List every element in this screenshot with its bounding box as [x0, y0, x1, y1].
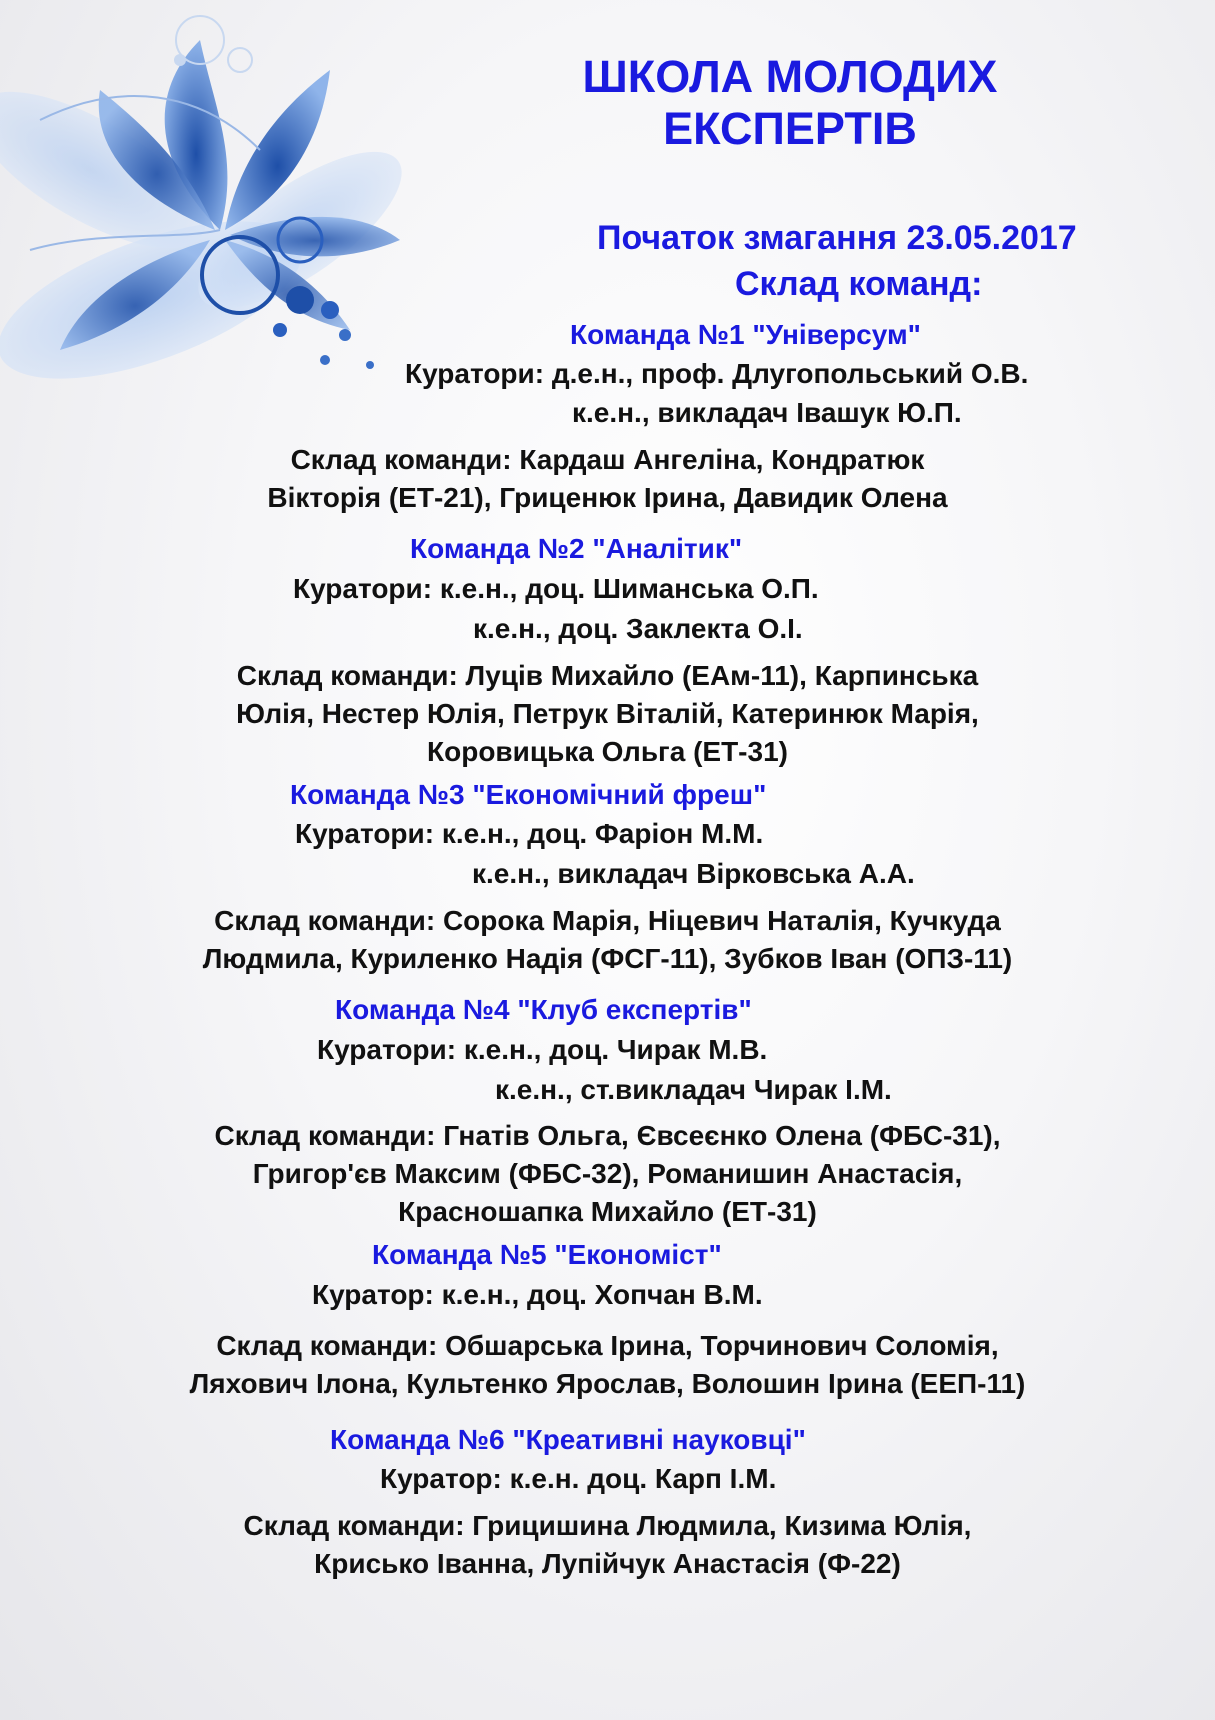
- team-3-members-2: Людмила, Куриленко Надія (ФСГ-11), Зубков Іван (ОПЗ-11): [202, 943, 1013, 974]
- team-3-curator-2: к.е.н., викладач Вірковська А.А.: [472, 858, 915, 889]
- team-4-curator-1: Куратори: к.е.н., доц. Чирак М.В.: [317, 1034, 768, 1065]
- team-2-name: Команда №2 "Аналітик": [410, 533, 743, 564]
- team-2-members-3: Коровицька Ольга (ЕТ-31): [427, 736, 788, 767]
- poster-title-line2: ЕКСПЕРТІВ: [663, 103, 917, 154]
- team-3-members-1: Склад команди: Сорока Марія, Ніцевич Наталія, Кучкуда: [214, 905, 1001, 936]
- team-4-curator-2: к.е.н., ст.викладач Чирак І.М.: [495, 1074, 892, 1105]
- team-6-members-2: Крисько Іванна, Лупійчук Анастасія (Ф-22): [314, 1548, 901, 1579]
- team-5-members-2: Ляхович Ілона, Культенко Ярослав, Волошин Ірина (ЕЕП-11): [189, 1368, 1026, 1399]
- team-5-name: Команда №5 "Економіст": [372, 1239, 722, 1270]
- team-4-name: Команда №4 "Клуб експертів": [335, 994, 752, 1025]
- poster-title-line1: ШКОЛА МОЛОДИХ: [582, 51, 998, 102]
- team-2-curator-1: Куратори: к.е.н., доц. Шиманська О.П.: [293, 573, 819, 604]
- team-3-curator-1: Куратори: к.е.н., доц. Фаріон М.М.: [295, 818, 764, 849]
- start-date: Початок змагання 23.05.2017: [597, 219, 1077, 257]
- composition-heading: Склад команд:: [735, 265, 983, 303]
- team-3-name: Команда №3 "Економічний фреш": [290, 779, 767, 810]
- team-1-members-1: Склад команди: Кардаш Ангеліна, Кондратюк: [290, 444, 925, 475]
- team-2-members-2: Юлія, Нестер Юлія, Петрук Віталій, Катеринюк Марія,: [236, 698, 979, 729]
- team-5-members-1: Склад команди: Обшарська Ірина, Торчинович Соломія,: [216, 1330, 999, 1361]
- team-5-curator-1: Куратор: к.е.н., доц. Хопчан В.М.: [312, 1279, 763, 1310]
- team-1-curator-2: к.е.н., викладач Івашук Ю.П.: [572, 397, 962, 428]
- team-1-name: Команда №1 "Універсум": [570, 319, 921, 350]
- team-4-members-3: Красношапка Михайло (ЕТ-31): [398, 1196, 817, 1227]
- team-6-curator-1: Куратор: к.е.н. доц. Карп І.М.: [380, 1463, 777, 1494]
- team-2-curator-2: к.е.н., доц. Заклекта О.І.: [473, 613, 803, 644]
- team-6-name: Команда №6 "Креативні науковці": [330, 1424, 806, 1455]
- team-6-members-1: Склад команди: Грицишина Людмила, Кизима Юлія,: [243, 1510, 972, 1541]
- team-1-members-2: Вікторія (ЕТ-21), Гриценюк Ірина, Давидик Олена: [267, 482, 948, 513]
- team-1-curator-1: Куратори: д.е.н., проф. Длугопольський О.В.: [405, 358, 1029, 389]
- team-4-members-1: Склад команди: Гнатів Ольга, Євсеєнко Олена (ФБС-31),: [214, 1120, 1001, 1151]
- team-4-members-2: Григор'єв Максим (ФБС-32), Романишин Анастасія,: [252, 1158, 963, 1189]
- team-2-members-1: Склад команди: Луців Михайло (ЕАм-11), Карпинська: [236, 660, 979, 691]
